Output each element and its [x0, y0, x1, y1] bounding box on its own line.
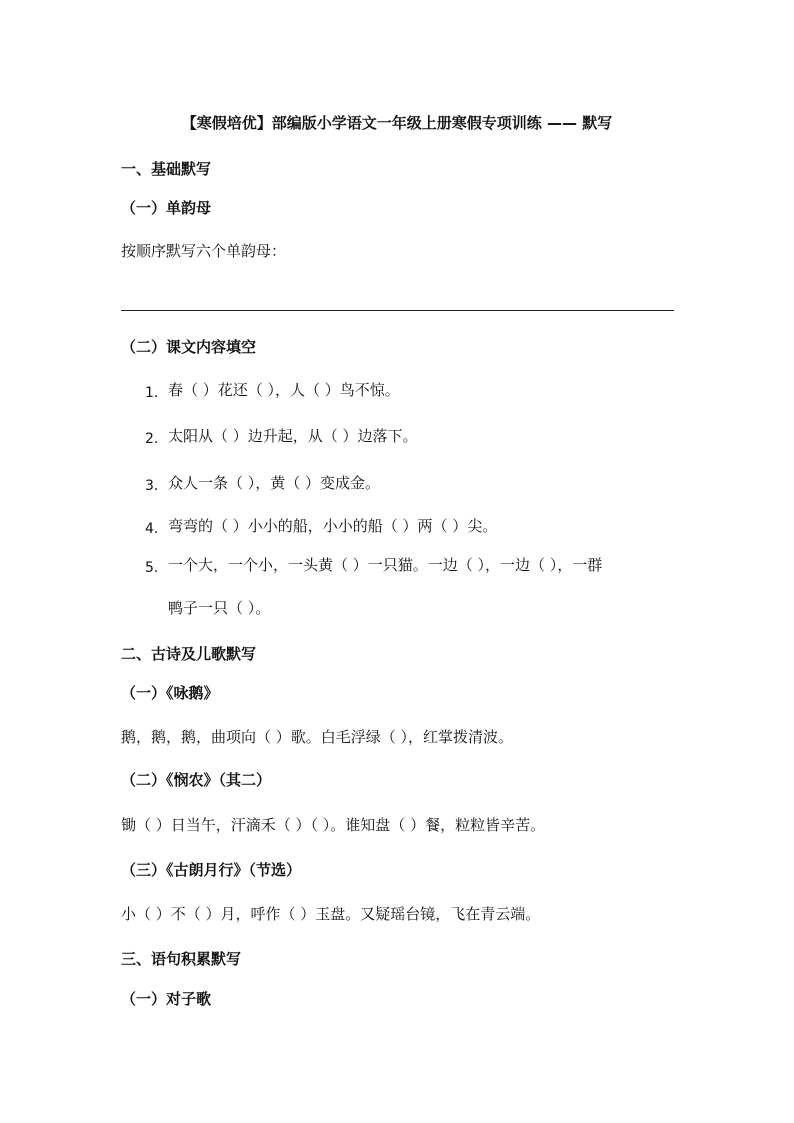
answer-line	[121, 310, 674, 311]
subheading-fill-in: （二）课文内容填空	[121, 338, 257, 356]
list-item-number: 2.	[145, 431, 159, 447]
poem-heading: （一）《咏鹅》	[121, 684, 219, 702]
section-heading-basic: 一、基础默写	[121, 160, 212, 178]
subheading-vowels: （一）单韵母	[121, 199, 212, 217]
section-heading-sentences: 三、语句积累默写	[121, 950, 242, 968]
list-item-number: 4.	[145, 521, 159, 537]
poem-text: 鹅，鹅，鹅，曲项向（ ）歌。白毛浮绿（ ），红掌拨清波。	[121, 728, 514, 746]
poem-text: 小（ ）不（ ）月，呼作（ ）玉盘。又疑瑶台镜，飞在青云端。	[121, 905, 541, 923]
poem-heading: （三）《古朗月行》（节选）	[121, 861, 302, 879]
list-item-number: 1.	[145, 385, 159, 401]
list-item-text: 弯弯的（ ）小小的船，小小的船（ ）两（ ）尖。	[168, 517, 498, 535]
list-item-text-continued: 鸭子一只（ ）。	[168, 599, 271, 617]
list-item-text: 春（ ）花还（ ），人（ ）鸟不惊。	[168, 381, 400, 399]
poem-heading: （二）《悯农》（其二）	[121, 771, 272, 789]
list-item-text: 太阳从（ ）边升起，从（ ）边落下。	[168, 427, 418, 445]
list-item-text: 众人一条（ ），黄（ ）变成金。	[168, 474, 381, 492]
subheading-couplet-song: （一）对子歌	[121, 990, 212, 1008]
list-item-text: 一个大，一个小，一头黄（ ）一只猫。一边（ ），一边（ ），一群	[168, 556, 603, 574]
document-title: 【寒假培优】部编版小学语文一年级上册寒假专项训练 —— 默写	[181, 114, 613, 132]
list-item-number: 3.	[145, 478, 159, 494]
instruction-vowels: 按顺序默写六个单韵母：	[121, 242, 287, 260]
poem-text: 锄（ ）日当午，汗滴禾（ ）（ ）。谁知盘（ ）餐，粒粒皆辛苦。	[121, 816, 546, 834]
section-heading-poems: 二、古诗及儿歌默写	[121, 645, 257, 663]
list-item-number: 5.	[145, 560, 159, 576]
